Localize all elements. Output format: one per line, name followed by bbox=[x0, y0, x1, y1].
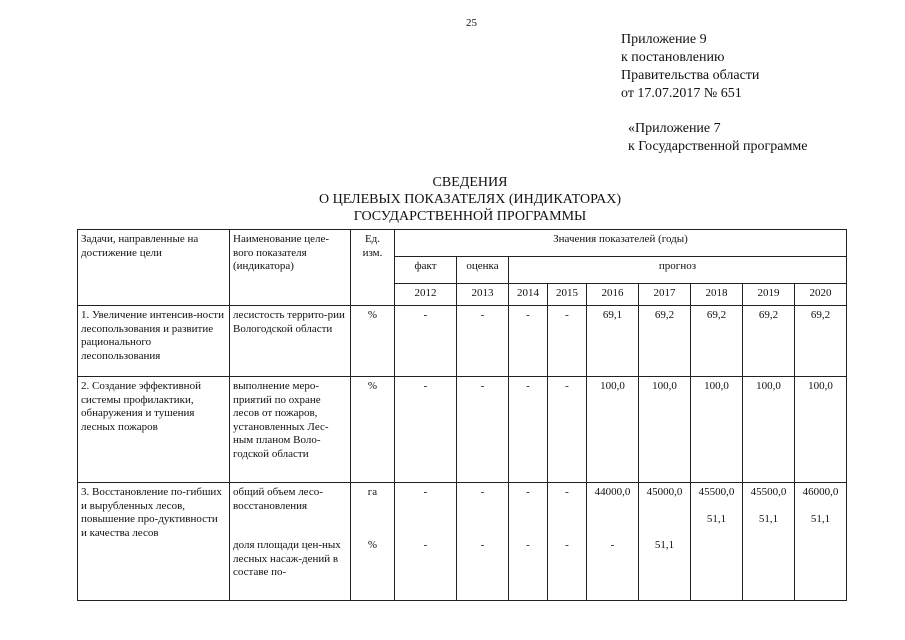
document-title bbox=[300, 174, 640, 225]
row-task: 1. Увеличение интенсив-ности лесопользования и развитие рационального лесопользования bbox=[78, 306, 230, 377]
year-cell: 2014 bbox=[509, 284, 548, 306]
value-cell: 100,0 bbox=[587, 377, 639, 483]
value-cell: 100,0 bbox=[639, 377, 691, 483]
value-cell-group bbox=[743, 483, 795, 601]
attachment-block bbox=[621, 31, 759, 103]
value-cell: - bbox=[423, 486, 428, 498]
value-cell: 69,1 bbox=[587, 306, 639, 377]
value-cell: - bbox=[457, 306, 509, 377]
value-cell-extra: 51,1 bbox=[810, 512, 831, 525]
attachment-line: от 17.07.2017 № 651 bbox=[621, 86, 742, 101]
row-unit: га bbox=[367, 486, 378, 498]
value-cell: - bbox=[548, 377, 587, 483]
indicators-table bbox=[77, 229, 847, 601]
year-cell: 2020 bbox=[795, 284, 847, 306]
value-cell: 69,2 bbox=[691, 306, 743, 377]
header-indicator: Наименование целе-вого показателя (индикатора) bbox=[230, 230, 351, 306]
value-cell-extra: 51,1 bbox=[706, 512, 727, 525]
year-cell: 2012 bbox=[395, 284, 457, 306]
value-cell-extra: 51,1 bbox=[758, 512, 779, 525]
value-cell-group bbox=[509, 483, 548, 601]
row-task: 2. Создание эффективной системы профилактики, обнаружения и тушения лесных пожаров bbox=[78, 377, 230, 483]
value-cell-2: - bbox=[565, 538, 569, 551]
row-indicator-2: доля площади цен-ных лесных насаж-дений в составе по- bbox=[233, 539, 341, 578]
row-unit: % bbox=[351, 377, 395, 483]
page-number: 25 bbox=[466, 17, 477, 29]
value-cell: 100,0 bbox=[743, 377, 795, 483]
table-row bbox=[78, 377, 847, 483]
value-cell-2: - bbox=[526, 538, 530, 551]
value-cell-2: 51,1 bbox=[654, 538, 675, 551]
value-cell: 100,0 bbox=[691, 377, 743, 483]
header-unit: Ед. изм. bbox=[351, 230, 395, 306]
value-cell: - bbox=[526, 486, 530, 498]
value-cell: - bbox=[548, 306, 587, 377]
value-cell: - bbox=[395, 377, 457, 483]
value-cell: - bbox=[509, 306, 548, 377]
value-cell: 69,2 bbox=[639, 306, 691, 377]
value-cell-group bbox=[691, 483, 743, 601]
value-cell-2: - bbox=[610, 538, 615, 551]
value-cell: - bbox=[509, 377, 548, 483]
value-cell: 69,2 bbox=[795, 306, 847, 377]
value-cell-group bbox=[795, 483, 847, 601]
value-cell-group bbox=[548, 483, 587, 601]
header-values: Значения показателей (годы) bbox=[395, 230, 847, 257]
attachment-line: Правительства области bbox=[621, 68, 760, 83]
row-unit: % bbox=[351, 306, 395, 377]
value-cell-2: - bbox=[480, 538, 485, 551]
year-cell: 2019 bbox=[743, 284, 795, 306]
header-estimate: оценка bbox=[457, 257, 509, 284]
year-cell: 2017 bbox=[639, 284, 691, 306]
value-cell: 46000,0 bbox=[802, 486, 839, 498]
value-cell: 45000,0 bbox=[646, 486, 683, 498]
value-cell: - bbox=[457, 377, 509, 483]
value-cell: 69,2 bbox=[743, 306, 795, 377]
value-cell: - bbox=[565, 486, 569, 498]
year-cell: 2018 bbox=[691, 284, 743, 306]
row-indicator: выполнение меро-приятий по охране лесов от пожаров, установленных Лес-ным планом Воло-годской области bbox=[230, 377, 351, 483]
header-fact: факт bbox=[395, 257, 457, 284]
value-cell-group bbox=[395, 483, 457, 601]
table-row bbox=[78, 483, 847, 601]
value-cell-group bbox=[457, 483, 509, 601]
title-line: О ЦЕЛЕВЫХ ПОКАЗАТЕЛЯХ (ИНДИКАТОРАХ) bbox=[319, 192, 621, 207]
title-line: ГОСУДАРСТВЕННОЙ ПРОГРАММЫ bbox=[353, 209, 587, 224]
year-cell: 2013 bbox=[457, 284, 509, 306]
attachment2-line: «Приложение 7 bbox=[628, 121, 721, 136]
year-cell: 2015 bbox=[548, 284, 587, 306]
table-row bbox=[78, 306, 847, 377]
value-cell-group bbox=[639, 483, 691, 601]
row-indicator: общий объем лесо-восстановления bbox=[233, 486, 323, 512]
value-cell: - bbox=[395, 306, 457, 377]
attachment-line: к постановлению bbox=[621, 50, 725, 65]
value-cell-2: - bbox=[423, 538, 428, 551]
value-cell: - bbox=[480, 486, 485, 498]
header-tasks: Задачи, направленные на достижение цели bbox=[78, 230, 230, 306]
row-indicator: лесистость террито-рии Вологодской области bbox=[230, 306, 351, 377]
value-cell: 45500,0 bbox=[698, 486, 735, 498]
year-cell: 2016 bbox=[587, 284, 639, 306]
value-cell: 45500,0 bbox=[750, 486, 787, 498]
attachment-line: Приложение 9 bbox=[621, 32, 707, 47]
row-task: 3. Восстановление по-гибших и вырубленных лесов, повышение про-дуктивности и качества лесов bbox=[78, 483, 230, 601]
attachment2-line: к Государственной программе bbox=[628, 139, 808, 154]
row-indicator-group bbox=[230, 483, 351, 601]
row-unit-2: % bbox=[367, 538, 378, 551]
title-line: СВЕДЕНИЯ bbox=[432, 175, 508, 190]
value-cell-group bbox=[587, 483, 639, 601]
header-forecast: прогноз bbox=[509, 257, 847, 284]
value-cell: 44000,0 bbox=[594, 486, 631, 498]
attachment-block-2 bbox=[628, 120, 807, 156]
row-unit-group bbox=[351, 483, 395, 601]
value-cell: 100,0 bbox=[795, 377, 847, 483]
